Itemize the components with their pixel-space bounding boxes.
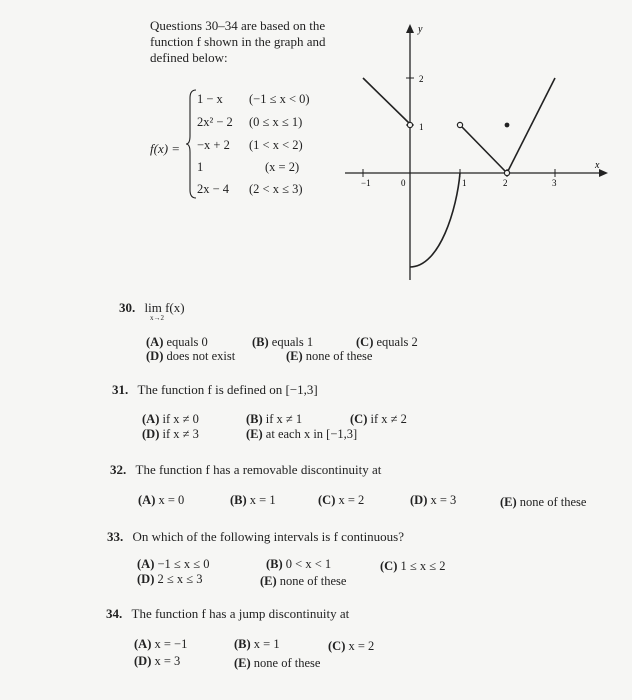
q34-option-c[interactable]: (C) x = 2 (328, 639, 375, 653)
piece-4-cond: (x = 2) (265, 160, 300, 174)
q32-option-c[interactable]: (C) x = 2 (318, 493, 365, 507)
q32-option-a[interactable]: (A) x = 0 (138, 493, 185, 507)
question-34-stem: The function f has a jump discontinuity at (131, 606, 350, 621)
piece-4-expr: 1 (197, 160, 204, 174)
q31-option-a[interactable]: (A) if x ≠ 0 (142, 412, 199, 426)
x-tick-neg1: −1 (361, 178, 371, 188)
segment-minus-x-plus-2 (462, 127, 505, 171)
q32-option-d[interactable]: (D) x = 3 (410, 493, 457, 507)
piece-1-cond: (−1 ≤ x < 0) (249, 92, 310, 106)
q33-option-c[interactable]: (C) 1 ≤ x ≤ 2 (380, 559, 446, 573)
piece-2 (197, 115, 303, 130)
intro-line-3: defined below: (150, 50, 228, 65)
question-31-number: 31. (112, 382, 129, 397)
question-32-stem: The function f has a removable discontinuity at (135, 462, 382, 477)
x-tick-3: 3 (552, 178, 557, 188)
q30-option-a[interactable]: (A) equals 0 (146, 335, 208, 349)
q33-option-a[interactable]: (A) −1 ≤ x ≤ 0 (137, 557, 210, 571)
closed-point-2-1 (505, 123, 510, 128)
piece-1 (197, 92, 310, 107)
question-31 (112, 382, 318, 398)
segment-2x-minus-4 (508, 78, 555, 171)
question-32-number: 32. (110, 462, 127, 477)
q30-option-e[interactable]: (E) none of these (286, 349, 373, 363)
y-axis-arrow (406, 24, 414, 33)
piece-3-expr: −x + 2 (197, 138, 230, 152)
x-axis-label: x (595, 160, 600, 171)
q33-option-d[interactable]: (D) 2 ≤ x ≤ 3 (137, 572, 203, 586)
question-31-stem: The function f is defined on [−1,3] (137, 382, 318, 397)
q34-option-d[interactable]: (D) x = 3 (134, 654, 181, 668)
y-axis-label: y (418, 24, 423, 35)
piece-5 (197, 182, 303, 197)
function-graph (345, 18, 615, 286)
piece-4 (197, 160, 300, 175)
q32-option-b[interactable]: (B) x = 1 (230, 493, 276, 507)
y-tick-1: 1 (419, 122, 424, 132)
intro-line-1: Questions 30–34 are based on the (150, 18, 326, 33)
q32-option-e[interactable]: (E) none of these (500, 495, 587, 509)
q34-option-a[interactable]: (A) x = −1 (134, 637, 188, 651)
piece-2-cond: (0 ≤ x ≤ 1) (249, 115, 303, 129)
q31-option-c[interactable]: (C) if x ≠ 2 (350, 412, 407, 426)
piece-2-expr: 2x² − 2 (197, 115, 233, 129)
piece-5-cond: (2 < x ≤ 3) (249, 182, 303, 196)
piece-3-cond: (1 < x < 2) (249, 138, 303, 152)
q31-option-d[interactable]: (D) if x ≠ 3 (142, 427, 199, 441)
q34-option-e[interactable]: (E) none of these (234, 656, 321, 670)
question-34-number: 34. (106, 606, 123, 621)
question-30-number: 30. (119, 300, 136, 315)
q31-option-b[interactable]: (B) if x ≠ 1 (246, 412, 303, 426)
x-tick-2: 2 (503, 178, 508, 188)
open-point-0-1 (407, 122, 412, 127)
intro-text (150, 18, 350, 66)
x-tick-0: 0 (401, 178, 406, 188)
question-34 (106, 606, 349, 622)
x-tick-1: 1 (462, 178, 467, 188)
q31-option-e[interactable]: (E) at each x in [−1,3] (246, 427, 358, 441)
q33-option-b[interactable]: (B) 0 < x < 1 (266, 557, 332, 571)
q30-option-c[interactable]: (C) equals 2 (356, 335, 418, 349)
piece-1-expr: 1 − x (197, 92, 223, 106)
y-tick-2: 2 (419, 74, 424, 84)
segment-parabola (410, 173, 460, 267)
question-32 (110, 462, 381, 478)
question-30-stem: lim f(x) (144, 300, 185, 315)
q30-option-b[interactable]: (B) equals 1 (252, 335, 314, 349)
piece-3 (197, 138, 303, 153)
question-33-stem: On which of the following intervals is f continuous? (132, 529, 405, 544)
x-axis-arrow (599, 169, 608, 177)
intro-line-2: function f shown in the graph and (150, 34, 326, 49)
piece-5-expr: 2x − 4 (197, 182, 230, 196)
question-33-number: 33. (107, 529, 124, 544)
segment-1-minus-x (363, 78, 409, 123)
function-label: f(x) = (150, 141, 181, 156)
open-point-2-0 (504, 170, 509, 175)
question-33 (107, 529, 404, 545)
q33-option-e[interactable]: (E) none of these (260, 574, 347, 588)
q34-option-b[interactable]: (B) x = 1 (234, 637, 280, 651)
question-30-limit-sub: x→2 (150, 314, 164, 322)
open-point-1-1 (457, 122, 462, 127)
q30-option-d[interactable]: (D) does not exist (146, 349, 236, 363)
